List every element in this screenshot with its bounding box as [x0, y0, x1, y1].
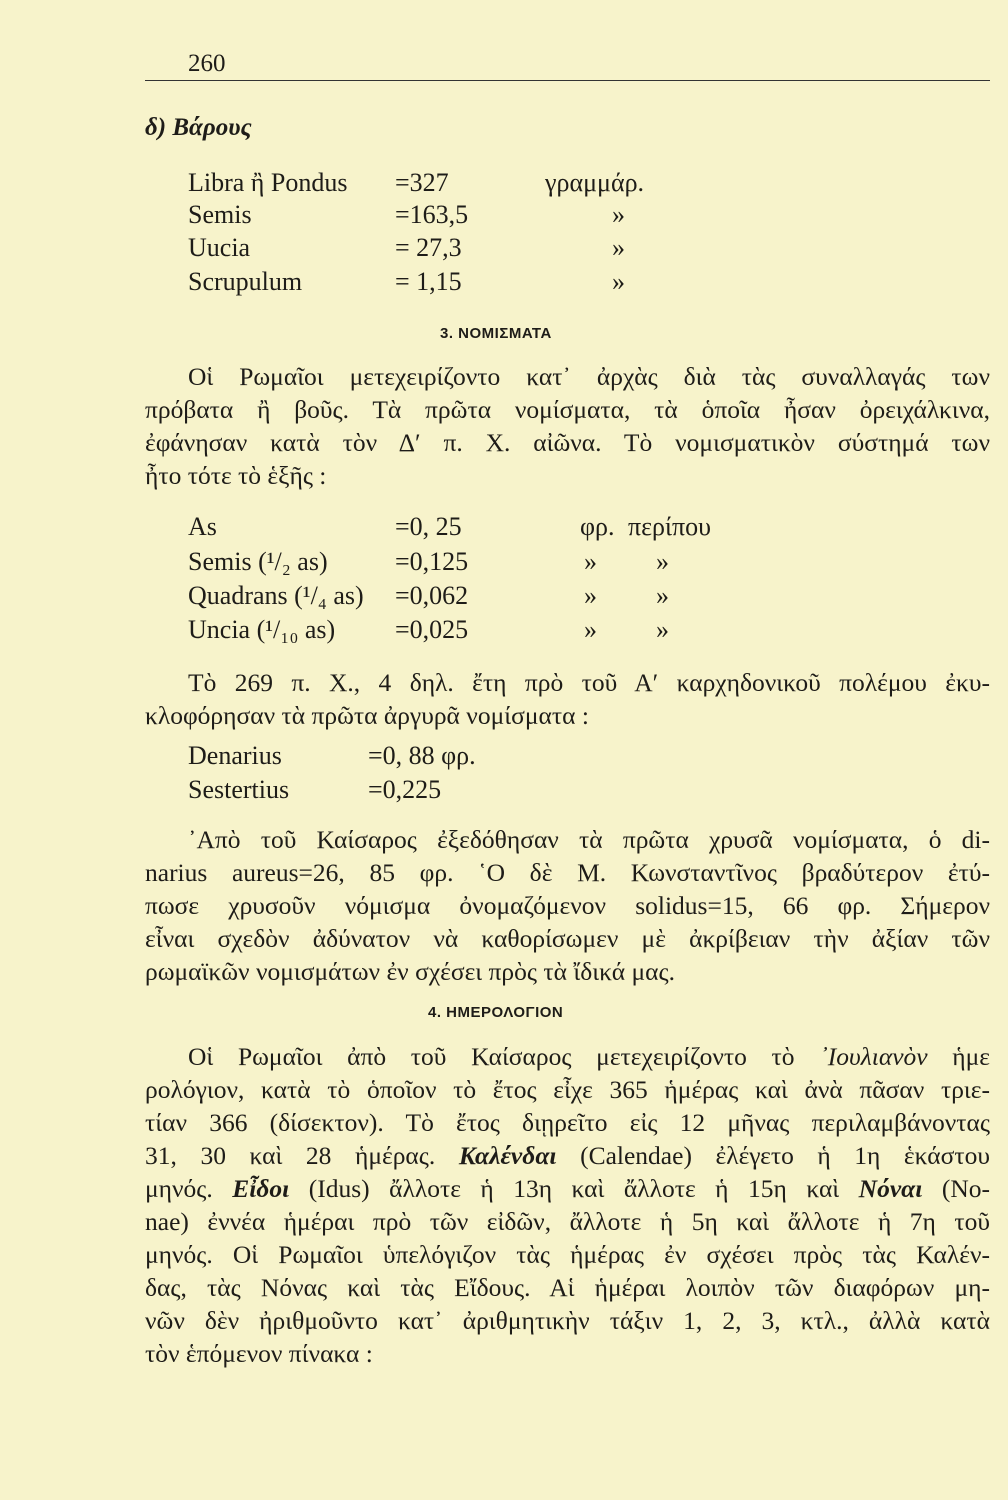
text-line	[145, 1141, 990, 1171]
section-heading-weights: δ) Βάρους	[145, 114, 252, 141]
coin-value: =0,225	[368, 775, 442, 804]
coin-unit: »	[584, 615, 597, 644]
coin-name: Denarius	[188, 741, 282, 770]
weight-value: = 27,3	[395, 233, 462, 262]
text-line: νῶν δὲν ἠριθμοῦντο κατ᾽ ἀριθμητικὴν τάξιν 1, 2, 3, κτλ., ἀλλὰ κατὰ	[145, 1306, 990, 1335]
text-line: τίαν 366 (δίσεκτον). Τὸ ἔτος διῃρεῖτο εἰς 12 μῆνας περιλαμβάνοντας	[145, 1108, 990, 1137]
coin-note: »	[656, 547, 669, 576]
weight-unit: »	[612, 267, 625, 296]
text-line: εἶναι σχεδὸν ἀδύνατον νὰ καθορίσωμεν μὲ ἀκρίβειαν τὴν ἀξίαν τῶν	[145, 924, 990, 953]
coin-note: »	[656, 581, 669, 610]
coin-note: περίπου	[628, 512, 712, 541]
weight-name: Semis	[188, 200, 252, 229]
text-line	[188, 1042, 990, 1072]
weight-name: Libra ἢ Pondus	[188, 168, 348, 197]
section-title-calendar: 4. ΗΜΕΡΟΛΟΓΙΟΝ	[428, 1004, 564, 1021]
coin-name: Quadrans (¹/₄ as)	[188, 581, 364, 610]
text-line: nae) ἐννέα ἡμέραι πρὸ τῶν εἰδῶν, ἄλλοτε ἡ 5η καὶ ἄλλοτε ἡ 7η τοῦ	[145, 1207, 990, 1236]
coin-value: =0, 88 φρ.	[368, 741, 476, 770]
coin-value: =0, 25	[395, 512, 462, 541]
page-number: 260	[188, 50, 226, 77]
section-title-coins: 3. ΝΟΜΙΣΜΑΤΑ	[440, 325, 552, 342]
italic-term: ᾽Ιουλιανὸν	[819, 1042, 928, 1071]
text-line: πρόβατα ἢ βοῦς. Τὰ πρῶτα νομίσματα, τὰ ὁποῖα ἦσαν ὀρειχάλκινα,	[145, 395, 990, 424]
text-line	[145, 1174, 990, 1204]
text-line: δας, τὰς Νόνας καὶ τὰς Εἴδους. Αἱ ἡμέραι λοιπὸν τῶν διαφόρων μη-	[145, 1273, 990, 1302]
weight-name: Scrupulum	[188, 267, 303, 296]
bold-term: Καλένδαι	[458, 1141, 557, 1170]
text-line: κλοφόρησαν τὰ πρῶτα ἀργυρᾶ νομίσματα :	[145, 701, 589, 730]
coin-unit: »	[584, 547, 597, 576]
coin-name: Uncia (¹/₁₀ as)	[188, 615, 336, 644]
coin-value: =0,062	[395, 581, 469, 610]
weight-name: Uucia	[188, 233, 251, 262]
text-line: ᾽Απὸ τοῦ Καίσαρος ἐξεδόθησαν τὰ πρῶτα χρυσᾶ νομίσματα, ὁ di-	[188, 825, 990, 854]
bold-term: Νόναι	[858, 1174, 923, 1203]
text-run: (Calendae) ἐλέγετο ἡ 1η ἑκάστου	[556, 1141, 990, 1170]
header-rule	[145, 80, 990, 81]
coin-name: As	[188, 512, 217, 541]
text-line: πωσε χρυσοῦν νόμισμα ὀνομαζόμενον solidus=15, 66 φρ. Σήμερον	[145, 891, 990, 920]
weight-value: =327	[395, 168, 449, 197]
text-run: Οἱ Ρωμαῖοι ἀπὸ τοῦ Καίσαρος μετεχειρίζοντο τὸ	[188, 1042, 820, 1071]
weight-value: =163,5	[395, 200, 469, 229]
coin-name: Sestertius	[188, 775, 290, 804]
text-line: μηνός. Οἱ Ρωμαῖοι ὑπελόγιζον τὰς ἡμέρας ἐν σχέσει πρὸς τὰς Καλέν-	[145, 1240, 990, 1269]
text-line: ρολόγιον, κατὰ τὸ ὁποῖον τὸ ἔτος εἶχε 365 ἡμέρας καὶ ἀνὰ πᾶσαν τριε-	[145, 1075, 990, 1104]
text-line: ἐφάνησαν κατὰ τὸν Δ′ π. Χ. αἰῶνα. Τὸ νομισματικὸν σύστημά των	[145, 428, 990, 457]
coin-name: Semis (¹/₂ as)	[188, 547, 328, 576]
text-line: ἦτο τότε τὸ ἑξῆς :	[145, 461, 327, 490]
weight-unit: »	[612, 200, 625, 229]
weight-unit: »	[612, 233, 625, 262]
text-line: Οἱ Ρωμαῖοι μετεχειρίζοντο κατ᾽ ἀρχὰς διὰ τὰς συναλλαγάς των	[188, 362, 990, 391]
text-run: (No-	[922, 1174, 990, 1203]
text-run: (Idus) ἄλλοτε ἡ 13η καὶ ἄλλοτε ἡ 15η καὶ	[289, 1174, 859, 1203]
text-line: Τὸ 269 π. Χ., 4 δηλ. ἔτη πρὸ τοῦ Α′ καρχηδονικοῦ πολέμου ἐκυ-	[188, 668, 990, 697]
bold-term: Εἶδοι	[232, 1174, 290, 1203]
text-line: ρωμαϊκῶν νομισμάτων ἐν σχέσει πρὸς τὰ ἴδικά μας.	[145, 957, 675, 986]
weight-value: = 1,15	[395, 267, 462, 296]
text-line: τὸν ἑπόμενον πίνακα :	[145, 1339, 373, 1368]
coin-value: =0,025	[395, 615, 469, 644]
coin-unit: »	[584, 581, 597, 610]
text-run: ἡμε	[927, 1042, 990, 1071]
text-run: μηνός.	[145, 1174, 233, 1203]
coin-note: »	[656, 615, 669, 644]
weight-unit: γραμμάρ.	[545, 168, 645, 197]
text-run: 31, 30 καὶ 28 ἡμέρας.	[145, 1141, 459, 1170]
text-line: narius aureus=26, 85 φρ. ῾Ο δὲ Μ. Κωνσταντῖνος βραδύτερον ἐτύ-	[145, 858, 990, 887]
coin-value: =0,125	[395, 547, 469, 576]
coin-unit: φρ.	[580, 512, 615, 541]
